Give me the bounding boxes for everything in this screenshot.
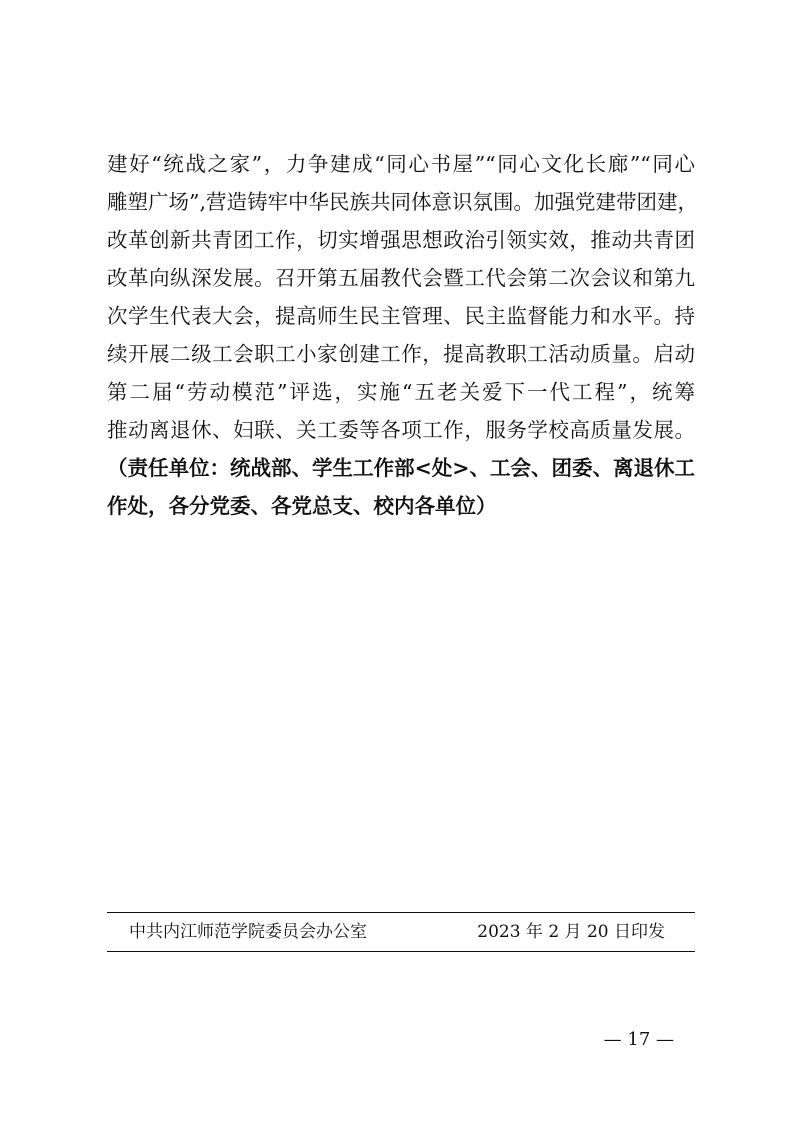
footer-row <box>107 913 695 951</box>
paragraph-line: 改革向纵深发展。召开第五届教代会暨工代会第二次会议和第九 <box>107 266 695 290</box>
responsibility-line: 作处，各分党委、各党总支、校内各单位） <box>107 494 497 518</box>
body-paragraph <box>107 145 698 525</box>
footer-bottom-rule <box>107 951 695 952</box>
paragraph-line: 雕塑广场”,营造铸牢中华民族共同体意识氛围。加强党建带团建， <box>107 190 698 214</box>
paragraph-line: 续开展二级工会职工小家创建工作，提高教职工活动质量。启动 <box>107 342 695 366</box>
issuer-name: 中共内江师范学院委员会办公室 <box>129 922 367 942</box>
paragraph-line: 第二届“劳动模范”评选，实施“五老关爱下一代工程”，统筹 <box>107 380 695 404</box>
page-number: — 17 — <box>603 1029 674 1050</box>
paragraph-line: 改革创新共青团工作，切实增强思想政治引领实效，推动共青团 <box>107 228 695 252</box>
paragraph-line: 推动离退休、妇联、关工委等各项工作，服务学校高质量发展。 <box>107 418 695 442</box>
paragraph-line: 建好“统战之家”，力争建成“同心书屋”“同心文化长廊”“同心 <box>107 152 695 176</box>
responsibility-line: （责任单位：统战部、学生工作部<处>、工会、团委、离退休工 <box>107 456 695 480</box>
issue-date: 2023 年 2 月 20 日印发 <box>477 922 665 942</box>
paragraph-line: 次学生代表大会，提高师生民主管理、民主监督能力和水平。持 <box>107 304 695 328</box>
issuance-footer <box>107 912 695 952</box>
